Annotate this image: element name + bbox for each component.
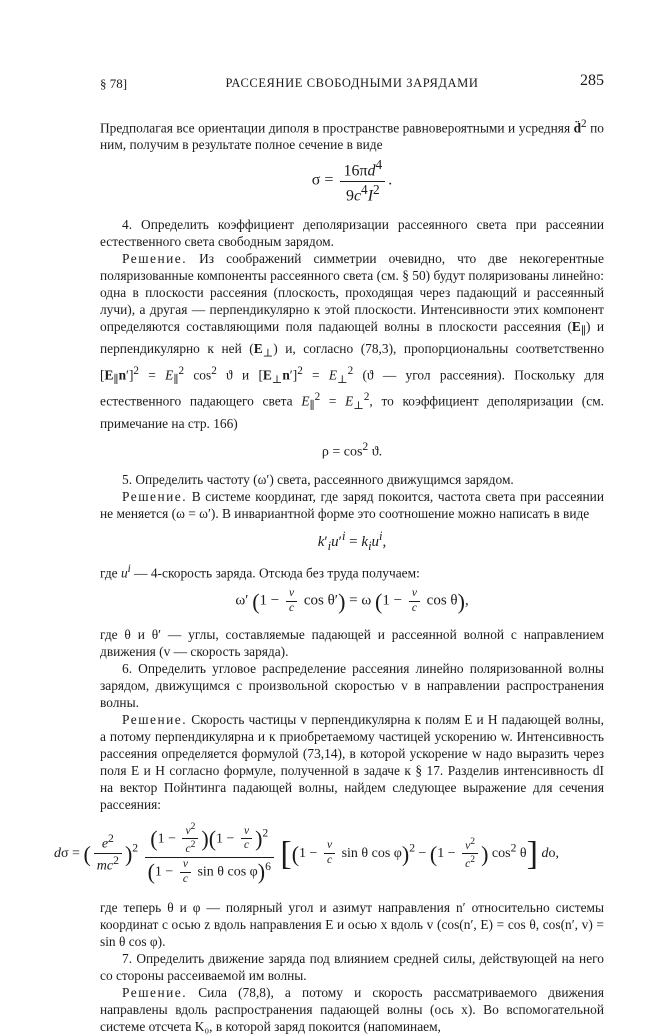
running-header <box>100 72 604 96</box>
chapter-title: РАССЕЯНИЕ СВОБОДНЫМИ ЗАРЯДАМИ <box>225 76 479 90</box>
body-text <box>54 116 605 1035</box>
problem-7-title: 7. Определить движение заряда под влиянием средней силы, действующей на него со стороны рассеиваемой им волны. <box>100 950 604 983</box>
formula-invariant: $k'_iu'^i = k_iu^i$, <box>317 528 387 553</box>
paragraph-dipole: Предполагая все ориентации диполя в пространстве равновероятными и усредняя d̈$^2$ по ним, получим в результате полное сечение в виде <box>100 118 604 153</box>
problem-7-solution: Решение. Сила (78,8), а потому и скорость рассматриваемого движения направлены вдоль распространения падающей волны (ось x). Во вспомогательной системе отсчета K₀, в которой заряд покоится (напоминаем, <box>100 984 604 1034</box>
formula-depolarization: $\rho = \cos^2 ϑ$. <box>321 440 383 460</box>
formula-frequency: ω′ (1 − $\frac{v}{c}$ cos θ′) = ω (1 − $\frac{v}{c}$ cos θ), <box>235 587 469 615</box>
paragraph-polar-angle: где теперь θ и φ — полярный угол и азимут направления n′ относительно системы координат с осью z вдоль направления E и осью x вдоль v (cos(n′, E) = cos θ, cos(n′, v) = sin θ cos φ). <box>100 899 604 949</box>
problem-4-solution: Решение. Из соображений симметрии очевидно, что две некогерентные поляризованные компоненты рассеянного света (см. § 50) будут поляризованы линейно: одна в плоскости рассеяния (плоскость, проходящая через падающий и рассеянный лучи), а другая — перпендикулярно к этой плоскости. Интенсивности этих компонент определяются составляющими поля падающей волны в плоскости рассеяния $(E_\parallel)$ и перпендикулярно к ней $(E_\perp)$ и, согласно (78,3), пропорциональны соответственно $[E_\parallel n']^2 = E_\parallel^2$ $\cos^2 ϑ$ и $[E_\perp n']^2 = E_\perp^2$ (ϑ — угол рассеяния). Поскольку для естественного падающего света $E_\parallel^2 = E_\perp^2$, то коэффициент деполяризации (см. примечание на стр. 166) <box>100 250 605 432</box>
problem-6-solution: Решение. Скорость частицы v перпендикулярна к полям E и H падающей волны, а потому перпендикулярна и к приобретаемому частицей ускорению w. Интенсивность рассеяния определяется формулой (73,14), в которой ускорение w надо выразить через поля E и H согласно формуле, полученной в задаче к § 17. Разделив интенсивность dI на вектор Пойнтинга падающей волны, найдем следующее выражение для сечения рассеяния: <box>100 711 604 812</box>
paragraph-4-velocity: где $u^i$ — 4-скорость заряда. Отсюда без труда получаем: <box>100 562 420 581</box>
formula-cross-section: σ = $\frac{16\pi d^4}{9c^4I^2}$ . <box>311 157 393 205</box>
problem-5-solution: Решение. В системе координат, где заряд покоится, частота света при рассеянии не меняется (ω = ω′). В инвариантной форме это соотношение можно написать в виде <box>100 488 604 521</box>
problem-6-title: 6. Определить угловое распределение рассеяния линейно поляризованной волны зарядом, движущимся с произвольной скоростью v в направлении распространения волны. <box>100 660 604 710</box>
problem-4-title: 4. Определить коэффициент деполяризации рассеянного света при рассеянии естественного света свободным зарядом. <box>100 216 604 249</box>
formula-scattering-section: dσ = ( $\frac{e^2}{mc^2}$ )$^2$ (1 − $\frac{v^2}{c^2}$ )(1 − $\frac{v}{c}$ )$^2$ (1 − $\frac{v}{c}$ sin θ cos φ)$^6$ [(1 − $\frac{v}{c}$ sin θ cos φ)$^2$ − (1 − $\frac{v^2}{c^2}$ ) $\cos^2 \theta$] do, <box>54 820 559 885</box>
paragraph-angles: где θ и θ′ — углы, составляемые падающей и рассеянной волной с направлением движения (v — скорость заряда). <box>100 626 604 659</box>
problem-5-title: 5. Определить частоту (ω′) света, рассеянного движущимся зарядом. <box>122 471 514 487</box>
page-number: 285 <box>580 72 604 89</box>
section-ref: § 78] <box>100 76 128 91</box>
